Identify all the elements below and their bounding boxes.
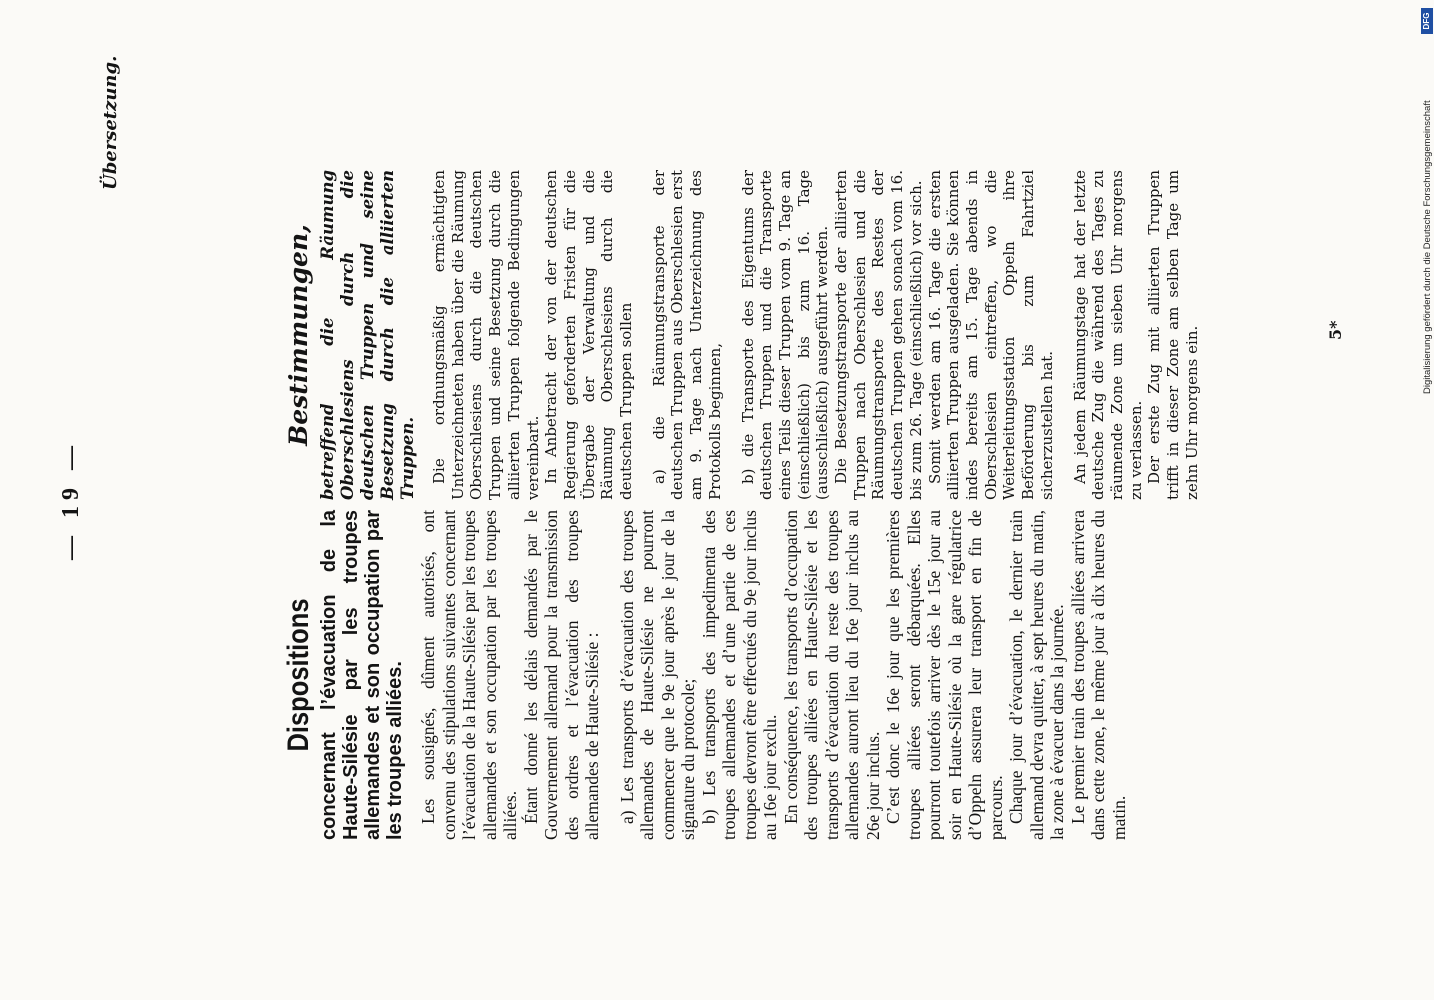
french-paragraph: b) Les transports des impedimenta des troupes allemandes et d’une partie de ces troupes devront être effectués du 9e jour inclus au 16e jour exclu. <box>698 510 780 840</box>
french-column <box>282 510 1129 840</box>
credit-text: Digitalisierung gefördert durch die Deutsche Forschungsgemeinschaft <box>1422 100 1433 394</box>
german-paragraph: a) die Räumungstransporte der deutschen Truppen aus Oberschlesien erst am 9. Tage nach Unterzeichnung des Protokolls beginnen, <box>649 170 724 500</box>
french-title: Dispositions <box>282 598 315 752</box>
german-title: Bestimmungen, <box>284 224 313 446</box>
digitization-credit <box>1423 8 1433 398</box>
french-paragraph: Le premier train des troupes alliées arrivera dans cette zone, le même jour à dix heures du matin. <box>1067 510 1129 840</box>
french-subtitle: concernant l’évacuation de la Haute-Silésie par les troupes allemandes et son occupation par les troupes alliées. <box>318 510 406 840</box>
german-paragraph: b) die Transporte des Eigentums der deutschen Truppen und die Transporte eines Teils dieser Truppen vom 9. Tage an (einschließlich) bis zum 16. Tage (ausschließlich) ausgeführt werden. <box>738 170 832 500</box>
french-paragraph: Étant donné les délais demandés par le Gouvernement allemand pour la transmission des ordres et l’évacuation des troupes allemandes de Haute-Silésie : <box>520 510 602 840</box>
translation-header: Übersetzung. <box>100 55 121 190</box>
dfg-logo: DFG <box>1421 8 1433 34</box>
german-paragraph: Die ordnungsmäßig ermächtigten Unterzeichneten haben über die Räumung Oberschlesiens durch die deutschen Truppen und seine Besetzung durch die alliierten Truppen folgende Bedingungen vereinbart. <box>430 170 542 500</box>
french-paragraph: Chaque jour d’évacuation, le dernier train allemand devra quitter, à sept heures du matin, la zone à évacuer dans la journée. <box>1006 510 1067 840</box>
page-number: — 19 — <box>58 440 84 560</box>
french-paragraph: C’est donc le 16e jour que les premières troupes alliées seront débarquées. Elles pourront toutefois arriver dès le 15e jour au soir en Haute-Silésie où la gare régulatrice d’Oppeln assurera leur transport en fin de parcours. <box>883 510 1006 840</box>
german-subtitle: betreffend die Räumung Oberschlesiens durch die deutschen Truppen und seine Besetzung durch die alliierten Truppen. <box>318 170 417 500</box>
german-paragraph: Die Besetzungstransporte der alliierten Truppen nach Oberschlesien und die Räumungstransporte des Restes der deutschen Truppen gehen sonach vom 16. bis zum 26. Tage (einschließlich) vor sich. <box>832 170 925 500</box>
french-paragraph: Les sousignés, dûment autorisés, ont convenu des stipulations suivantes concernant l’évacuation de la Haute-Silésie par les troupes allemandes et son occupation par les troupes alliées. <box>418 510 520 840</box>
french-paragraph: En conséquence, les transports d’occupation des troupes alliées en Haute-Silésie et les transports d’évacuation du reste des troupes allemandes auront lieu du 16e jour inclus au 26e jour inclus. <box>780 510 883 840</box>
german-paragraph: Somit werden am 16. Tage die ersten alliierten Truppen ausgeladen. Sie können indes bereits am 15. Tage abends in Oberschlesien eintreffen, wo die Weiterleitungsstation Oppeln ihre Beförderung bis zum Fahrtziel sicherzustellen hat. <box>925 170 1056 500</box>
signature-mark: 5* <box>1326 320 1345 340</box>
french-paragraph: a) Les transports d’évacuation des troupes allemandes de Haute-Silésie ne pourront commencer que le 9e jour après le jour de la signature du protocole; <box>616 510 698 840</box>
german-paragraph: Der erste Zug mit alliierten Truppen trifft in dieser Zone am selben Tage um zehn Uhr morgens ein. <box>1145 170 1201 500</box>
german-paragraph: An jedem Räumungstage hat der letzte deutsche Zug die während des Tages zu räumende Zone um sieben Uhr morgens zu verlassen. <box>1070 170 1145 500</box>
german-column <box>282 170 1201 500</box>
german-paragraph: In Anbetracht der von der deutschen Regierung geforderten Fristen für die Übergabe der Verwaltung und die Räumung Oberschlesiens durch die deutschen Truppen sollen <box>542 170 636 500</box>
